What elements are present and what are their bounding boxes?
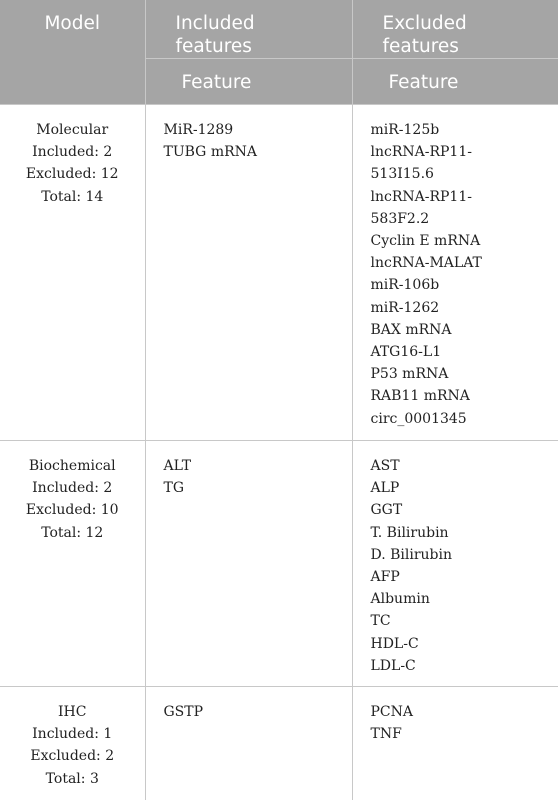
included-features-header xyxy=(145,0,352,59)
feature-item: lncRNA-RP11- xyxy=(370,188,472,205)
model-name: IHC xyxy=(58,704,87,720)
feature-item: lncRNA-RP11- xyxy=(370,144,472,161)
feature-item: TG xyxy=(163,480,185,497)
feature-item: 583F2.2 xyxy=(370,210,430,227)
total-count: Total: 12 xyxy=(41,524,104,541)
feature-item: P53 mRNA xyxy=(370,366,449,383)
total-count: Total: 14 xyxy=(41,188,104,205)
feature-item: Cyclin E mRNA xyxy=(370,233,481,250)
model-cell xyxy=(0,441,145,687)
feature-item: TUBG mRNA xyxy=(163,144,257,161)
feature-item: Albumin xyxy=(370,591,430,608)
included-count: Included: 2 xyxy=(32,144,113,161)
feature-item: T. Bilirubin xyxy=(370,524,449,541)
model-name: Molecular xyxy=(36,122,109,138)
feature-item: ALT xyxy=(163,458,192,474)
feature-item: GGT xyxy=(370,502,403,519)
included-header-line2: features xyxy=(175,36,252,57)
included-features-cell xyxy=(145,105,352,441)
included-header-line1: Included xyxy=(175,13,255,34)
excluded-features-cell xyxy=(352,105,558,441)
feature-item: lncRNA-MALAT xyxy=(370,255,482,272)
feature-item: D. Bilirubin xyxy=(370,546,453,563)
included-count: Included: 2 xyxy=(32,480,113,497)
excluded-header-line2: features xyxy=(382,36,459,57)
feature-item: miR-106b xyxy=(370,277,440,294)
excluded-features-header xyxy=(352,0,558,59)
feature-item: circ_0001345 xyxy=(370,410,467,427)
feature-item: HDL-C xyxy=(370,635,419,652)
included-feature-subheader: Feature xyxy=(145,59,352,105)
model-cell xyxy=(0,105,145,441)
excluded-features-cell xyxy=(352,687,558,800)
excluded-count: Excluded: 12 xyxy=(25,166,119,183)
feature-item: PCNA xyxy=(370,704,413,720)
excluded-header-line1: Excluded xyxy=(382,13,467,34)
feature-item: TC xyxy=(370,613,391,630)
table-row-biochemical xyxy=(0,441,558,687)
total-count: Total: 3 xyxy=(45,770,99,787)
feature-item: BAX mRNA xyxy=(370,321,452,338)
feature-item: miR-125b xyxy=(370,122,440,138)
feature-item: AST xyxy=(370,458,400,474)
included-features-cell xyxy=(145,441,352,687)
excluded-feature-subheader: Feature xyxy=(352,59,558,105)
model-cell xyxy=(0,687,145,800)
feature-item: ALP xyxy=(370,480,400,497)
feature-item: RAB11 mRNA xyxy=(370,388,470,405)
model-name: Biochemical xyxy=(28,458,116,474)
excluded-features-cell xyxy=(352,441,558,687)
feature-item: GSTP xyxy=(163,704,204,720)
included-count: Included: 1 xyxy=(32,726,113,743)
table-row-ihc xyxy=(0,687,558,800)
model-column-header: Model xyxy=(0,0,145,105)
table-header xyxy=(0,0,558,105)
feature-item: LDL-C xyxy=(370,657,416,674)
excluded-count: Excluded: 2 xyxy=(30,748,115,765)
feature-item: TNF xyxy=(370,726,402,743)
table-row-molecular xyxy=(0,105,558,441)
excluded-count: Excluded: 10 xyxy=(25,502,119,519)
feature-item: AFP xyxy=(370,569,400,586)
included-features-cell xyxy=(145,687,352,800)
feature-item: ATG16-L1 xyxy=(370,344,442,361)
feature-item: 513I15.6 xyxy=(370,166,434,183)
feature-item: MiR-1289 xyxy=(163,122,234,138)
feature-item: miR-1262 xyxy=(370,299,440,316)
